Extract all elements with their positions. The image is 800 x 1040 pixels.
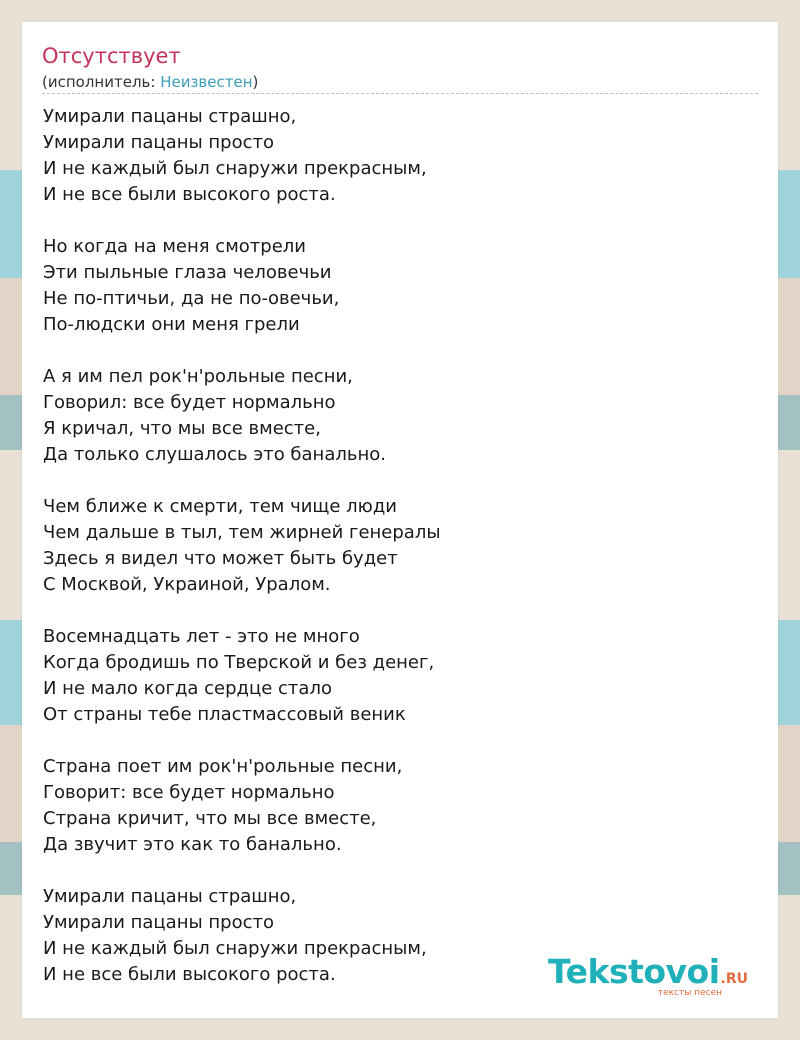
lyric-line: С Москвой, Украиной, Уралом. bbox=[43, 574, 331, 595]
lyric-line: Да только слушалось это банально. bbox=[43, 444, 386, 465]
title-divider bbox=[42, 93, 758, 94]
lyric-line: И не каждый был снаружи прекрасным, bbox=[43, 938, 427, 959]
stanza-6 bbox=[43, 754, 743, 858]
lyric-line: Умирали пацаны страшно, bbox=[43, 886, 297, 907]
stanza-5 bbox=[43, 624, 743, 728]
lyrics-text bbox=[43, 104, 743, 1014]
stanza-3 bbox=[43, 364, 743, 468]
lyric-line: Умирали пацаны просто bbox=[43, 132, 275, 153]
lyric-line: Страна кричит, что мы все вместе, bbox=[43, 808, 377, 829]
lyric-line: Здесь я видел что может быть будет bbox=[43, 548, 398, 569]
performer-suffix: ) bbox=[252, 73, 259, 91]
stanza-4 bbox=[43, 494, 743, 598]
lyric-line: Чем ближе к смерти, тем чище люди bbox=[43, 496, 397, 517]
lyric-line: По-людски они меня грели bbox=[43, 314, 300, 335]
logo-domain: .RU bbox=[720, 971, 749, 987]
lyric-line: Но когда на меня смотрели bbox=[43, 236, 306, 257]
logo-tagline: тексты песен bbox=[657, 988, 722, 998]
lyric-line: Восемнадцать лет - это не много bbox=[43, 626, 360, 647]
lyric-line: Не по-птичьи, да не по-овечьи, bbox=[43, 288, 340, 309]
lyric-line: Умирали пацаны страшно, bbox=[43, 106, 297, 127]
logo-name: Tekstovoi bbox=[548, 952, 720, 991]
lyrics-card bbox=[22, 22, 778, 1018]
lyric-line: И не каждый был снаружи прекрасным, bbox=[43, 158, 427, 179]
stanza-2 bbox=[43, 234, 743, 338]
performer-prefix: (исполнитель: bbox=[42, 73, 161, 91]
lyric-line: Да звучит это как то банально. bbox=[43, 834, 342, 855]
stanza-1 bbox=[43, 104, 743, 208]
site-logo[interactable] bbox=[548, 952, 758, 1002]
lyric-line: Говорит: все будет нормально bbox=[43, 782, 335, 803]
lyric-line: От страны тебе пластмассовый веник bbox=[43, 704, 406, 725]
lyric-line: Чем дальше в тыл, тем жирней генералы bbox=[43, 522, 441, 543]
lyric-line: И не мало когда сердце стало bbox=[43, 678, 332, 699]
lyric-line: Говорил: все будет нормально bbox=[43, 392, 336, 413]
song-title: Отсутствует bbox=[42, 44, 181, 68]
lyric-line: Страна поет им рок'н'рольные песни, bbox=[43, 756, 403, 777]
lyric-line: А я им пел рок'н'рольные песни, bbox=[43, 366, 353, 387]
lyric-line: Умирали пацаны просто bbox=[43, 912, 275, 933]
lyric-line: И не все были высокого роста. bbox=[43, 184, 336, 205]
lyric-line: Я кричал, что мы все вместе, bbox=[43, 418, 321, 439]
lyric-line: Эти пыльные глаза человечьи bbox=[43, 262, 332, 283]
lyric-line: И не все были высокого роста. bbox=[43, 964, 336, 985]
performer-line bbox=[42, 72, 258, 92]
lyric-line: Когда бродишь по Тверской и без денег, bbox=[43, 652, 435, 673]
performer-link[interactable]: Неизвестен bbox=[160, 73, 253, 91]
